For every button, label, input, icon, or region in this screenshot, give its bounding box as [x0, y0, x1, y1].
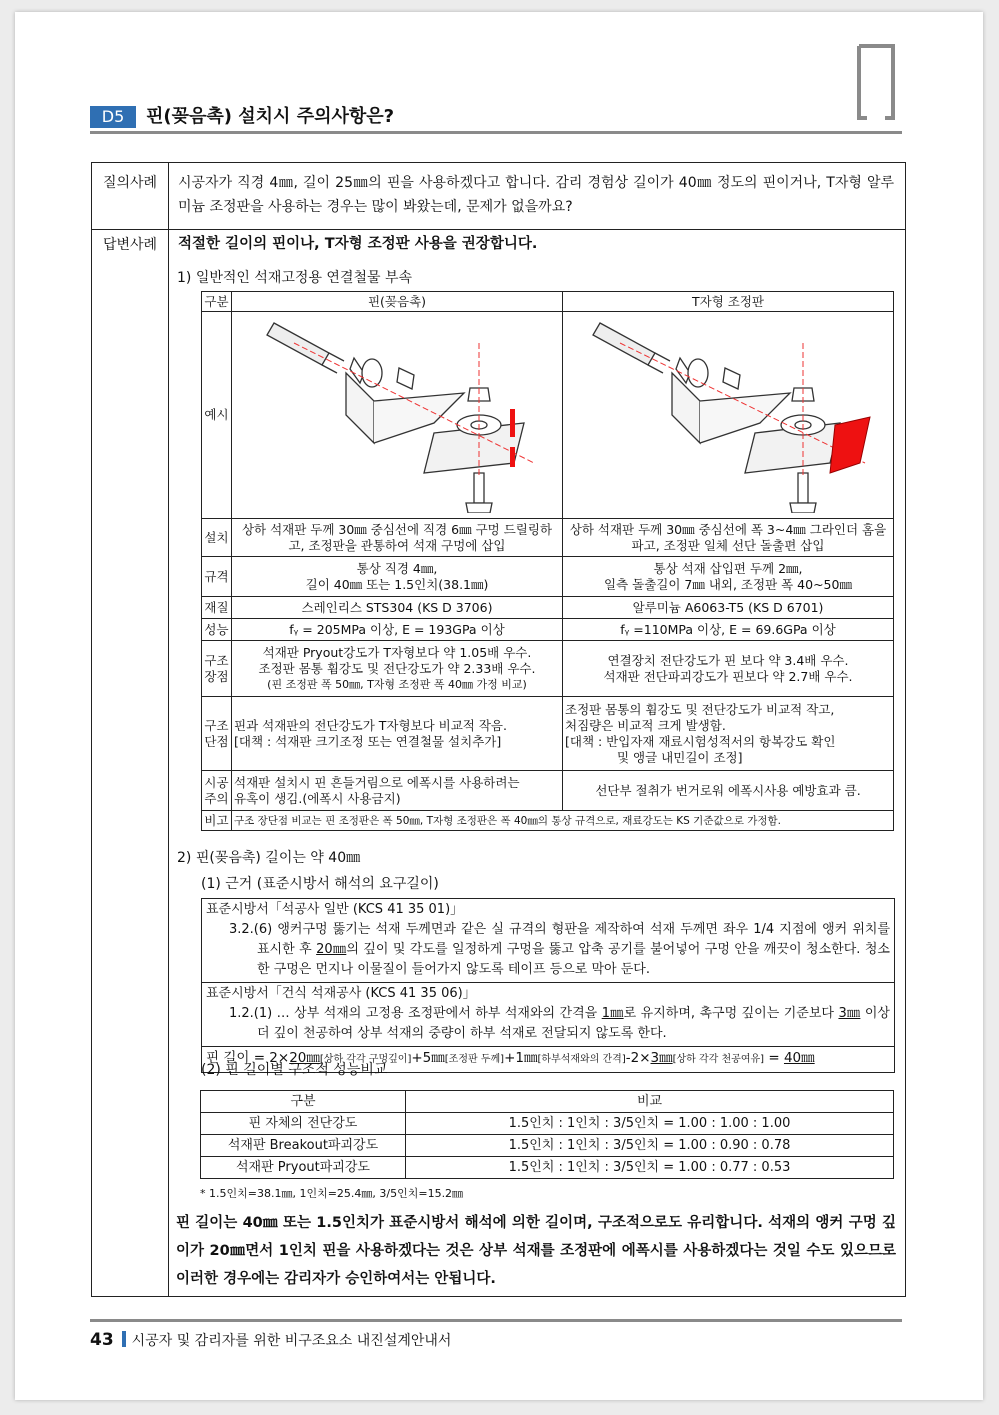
- t1-install-pin: 상하 석재판 두께 30㎜ 중심선에 직경 6㎜ 구멍 드릴링하고, 조정판을 관통하여 석재 구멍에 삽입: [232, 519, 563, 557]
- formula-k: =: [764, 1050, 784, 1066]
- t-plate-illustration: [563, 312, 894, 519]
- section1-title: 1) 일반적인 석재고정용 연결철물 부속: [177, 270, 413, 286]
- t1-row-disadv: [202, 697, 232, 771]
- t2-r1-label: 핀 자체의 전단강도: [201, 1113, 406, 1135]
- conclusion-text: 핀 길이는 40㎜ 또는 1.5인치가 표준시방서 해석에 의한 길이며, 구조적으로도 유리합니다. 석재의 앵커 구멍 깊이가 20㎜면서 1인치 핀을 사용하겠다는 것은 상부 석재를 조정판에 에폭시를 사용하겠다는 것일 수도 있으므로 이러한 경우에는 감리자가 승인하여서는 안됩니다.: [176, 1215, 896, 1287]
- formula-c: [상하 각각 구멍깊이]: [319, 1054, 412, 1065]
- std1-pre: 3.2.(6) 앵커구멍 뚫기는 석재 두께면과 같은 실 규격의 형판을 제작하여 석재 두께면 좌우 1/4 지점에 앵커 위치를 표시한 후: [229, 922, 890, 957]
- t1-spec-t: [563, 557, 894, 597]
- t1-disadv-t: [563, 697, 894, 771]
- std2-mid: 로 유지하며, 촉구멍 깊이는 기준보다: [623, 1006, 839, 1021]
- t1-row-material: 재질: [202, 597, 232, 619]
- page-number: 43: [90, 1330, 114, 1350]
- t1-header-gubun: 구분: [202, 292, 232, 312]
- pin-anchor-drawing: [234, 313, 560, 513]
- t1-row-adv: [202, 641, 232, 697]
- t1-const-pin1: 석재판 설치시 핀 흔들거림으로 에폭시를 사용하려는: [234, 774, 520, 790]
- formula-b: 20㎜: [289, 1050, 320, 1066]
- formula-i: 3㎜: [650, 1050, 673, 1066]
- std2-underline2: 3㎜: [838, 1006, 861, 1021]
- t-plate-drawing: [565, 313, 891, 513]
- formula-h: -2×: [625, 1050, 651, 1066]
- formula-d: +5㎜: [411, 1050, 445, 1066]
- t1-spec-pin-line2: 길이 40㎜ 또는 1.5인치(38.1㎜): [305, 576, 489, 592]
- t1-install-t: 상하 석재판 두께 30㎜ 중심선에 폭 3~4㎜ 그라인더 홈을 파고, 조정판 일체 선단 돌출편 삽입: [563, 519, 894, 557]
- pin-illustration: [232, 312, 563, 519]
- std1-underline: 20㎜: [316, 942, 347, 957]
- table-row: [201, 1157, 894, 1179]
- section-badge: D5: [90, 106, 136, 128]
- formula-j: [상하 각각 천공여유]: [672, 1054, 765, 1065]
- t2-header-gubun: 구분: [201, 1091, 406, 1113]
- std1-post: 의 깊이 및 각도를 일정하게 구멍을 뚫고 압축 공기를 불어넣어 구멍 안을 깨끗이 청소한다. 청소한 구멍은 먼지나 이물질이 들어가지 않도록 테이프 등으로 막아 둔다.: [257, 942, 890, 977]
- formula-g: [하부석재와의 간격]: [537, 1054, 626, 1065]
- question-label: 질의사례: [102, 175, 158, 191]
- section-header: [90, 104, 902, 130]
- footer: [90, 1328, 451, 1353]
- t1-perf-t: fᵧ =110MPa 이상, E = 69.6GPa 이상: [563, 619, 894, 641]
- t1-spec-t-line2: 일측 돌출길이 7㎜ 내외, 조정판 폭 40~50㎜: [604, 576, 852, 592]
- t1-adv-pin3: (핀 조정판 폭 50㎜, T자형 조정판 폭 40㎜ 가정 비교): [267, 677, 527, 691]
- std2-block: [202, 983, 894, 1047]
- std2-pre: 1.2.(1) … 상부 석재의 고정용 조정판에서 하부 석재와의 간격을: [229, 1006, 602, 1021]
- t2-r3-label: 석재판 Pryout파괴강도: [201, 1157, 406, 1179]
- t1-disadv-t1: 조정판 몸통의 휨강도 및 전단강도가 비교적 작고,: [565, 701, 835, 717]
- t1-adv-t2: 석재판 전단파괴강도가 핀보다 약 2.7배 우수.: [603, 668, 853, 684]
- formula-f: +1㎜: [504, 1050, 538, 1066]
- formula-a: 핀 길이 = 2×: [206, 1050, 290, 1066]
- formula-e: [조정판 두께]: [444, 1054, 505, 1065]
- answer-headline: 적절한 길이의 핀이나, T자형 조정판 사용을 권장합니다.: [178, 236, 538, 252]
- t2-r1-value: 1.5인치 : 1인치 : 3/5인치 = 1.00 : 1.00 : 1.00: [406, 1113, 894, 1135]
- section-title: 핀(꽂음촉) 설치시 주의사항은?: [146, 106, 395, 127]
- standard-spec-box: [201, 898, 895, 1073]
- t1-const-pin2: 유혹이 생김.(에폭시 사용금지): [234, 790, 401, 806]
- question-text: 시공자가 직경 4㎜, 길이 25㎜의 핀을 사용하겠다고 합니다. 감리 경험상 길이가 40㎜ 정도의 핀이거나, T자형 알루미늄 조정판을 사용하는 경우는 많이 봐왔는데, 문제가 없을까요?: [178, 175, 894, 215]
- t1-const-t: 선단부 절취가 번거로워 에폭시사용 예방효과 큼.: [563, 771, 894, 811]
- t2-header-compare: 비교: [406, 1091, 894, 1113]
- std2-underline1: 1㎜: [601, 1006, 624, 1021]
- t1-disadv-t2: 처짐량은 비교적 크게 발생함.: [565, 717, 726, 733]
- std2-post: 이상 더 깊이 천공하여 상부 석재의 중량이 하부 석재로 전달되지 않도록 한다.: [257, 1006, 890, 1041]
- t1-row-install: 설치: [202, 519, 232, 557]
- t1-adv-pin: [232, 641, 563, 697]
- std1-text: [206, 920, 890, 980]
- sub1-title: (1) 근거 (표준시방서 해석의 요구길이): [201, 876, 439, 892]
- t1-row-perf: 성능: [202, 619, 232, 641]
- t1-header-t: T자형 조정판: [563, 292, 894, 312]
- hardware-table: [201, 291, 894, 831]
- std1-title: 표준시방서「석공사 일반 (KCS 41 35 01)」: [206, 902, 464, 917]
- t1-disadv-h2: 단점: [204, 733, 229, 749]
- t1-row-remark: 비고: [202, 811, 232, 831]
- t1-material-pin: 스레인리스 STS304 (KS D 3706): [232, 597, 563, 619]
- t1-disadv-t3: [대책 : 반입자재 재료시험성적서의 항복강도 확인: [565, 733, 836, 749]
- footer-title: 시공자 및 감리자를 위한 비구조요소 내진설계안내서: [131, 1333, 452, 1349]
- t1-disadv-pin: [232, 697, 563, 771]
- t2-r3-value: 1.5인치 : 1인치 : 3/5인치 = 1.00 : 0.77 : 0.53: [406, 1157, 894, 1179]
- std2-text: [206, 1004, 890, 1044]
- t1-const-h2: 주의: [204, 790, 229, 806]
- t2-r2-value: 1.5인치 : 1인치 : 3/5인치 = 1.00 : 0.90 : 0.78: [406, 1135, 894, 1157]
- t1-adv-h2: 장점: [204, 668, 229, 684]
- unit-note: * 1.5인치=38.1㎜, 1인치=25.4㎜, 3/5인치=15.2㎜: [200, 1187, 464, 1200]
- t1-adv-pin2: 조정판 몸통 휨강도 및 전단강도가 약 2.33배 우수.: [258, 660, 536, 676]
- footer-bar: [122, 1331, 126, 1347]
- t1-adv-t: [563, 641, 894, 697]
- std2-title: 표준시방서「건식 석재공사 (KCS 41 35 06)」: [206, 986, 476, 1001]
- footer-rule: [90, 1319, 902, 1322]
- t1-const-pin: [232, 771, 563, 811]
- table-row: [201, 1113, 894, 1135]
- std1-block: [202, 899, 894, 983]
- t1-perf-pin: fᵧ = 205MPa 이상, E = 193GPa 이상: [232, 619, 563, 641]
- t1-row-const: [202, 771, 232, 811]
- formula-l: 40㎜: [783, 1050, 815, 1066]
- t1-spec-pin-line1: 통상 직경 4㎜,: [356, 560, 438, 576]
- t1-disadv-pin1: 핀과 석재판의 전단강도가 T자형보다 비교적 작음.: [234, 717, 507, 733]
- t1-disadv-h1: 구조: [204, 717, 229, 733]
- t1-adv-h1: 구조: [204, 652, 229, 668]
- t1-spec-t-line1: 통상 석재 삽입편 두께 2㎜,: [653, 560, 803, 576]
- t2-r2-label: 석재판 Breakout파괴강도: [201, 1135, 406, 1157]
- t1-adv-pin1: 석재판 Pryout강도가 T자형보다 약 1.05배 우수.: [262, 644, 532, 660]
- t1-header-pin: 핀(꽂음촉): [232, 292, 563, 312]
- table-row: [201, 1135, 894, 1157]
- t1-disadv-t4: 및 앵글 내민길이 조정]: [617, 749, 743, 765]
- section2-title: 2) 핀(꽂음촉) 길이는 약 40㎜: [177, 850, 361, 866]
- performance-table: [200, 1090, 894, 1179]
- sub2-title: (2) 핀 길이별 구조적 성능비교: [201, 1062, 388, 1078]
- t1-material-t: 알루미늄 A6063-T5 (KS D 6701): [563, 597, 894, 619]
- header-rule: [90, 131, 902, 134]
- t1-spec-pin: [232, 557, 563, 597]
- t1-remark-text: 구조 장단점 비교는 핀 조정판은 폭 50㎜, T자형 조정판은 폭 40㎜의 통상 규격으로, 재료강도는 KS 기준값으로 가정함.: [232, 811, 894, 831]
- t1-adv-t1: 연결장치 전단강도가 핀 보다 약 3.4배 우수.: [607, 652, 849, 668]
- t1-const-h1: 시공: [204, 774, 229, 790]
- t1-disadv-pin2: [대책 : 석재판 크기조정 또는 연결철물 설치추가]: [234, 733, 502, 749]
- answer-label: 답변사례: [102, 237, 158, 253]
- t1-row-example: 예시: [202, 312, 232, 519]
- t1-row-spec: 규격: [202, 557, 232, 597]
